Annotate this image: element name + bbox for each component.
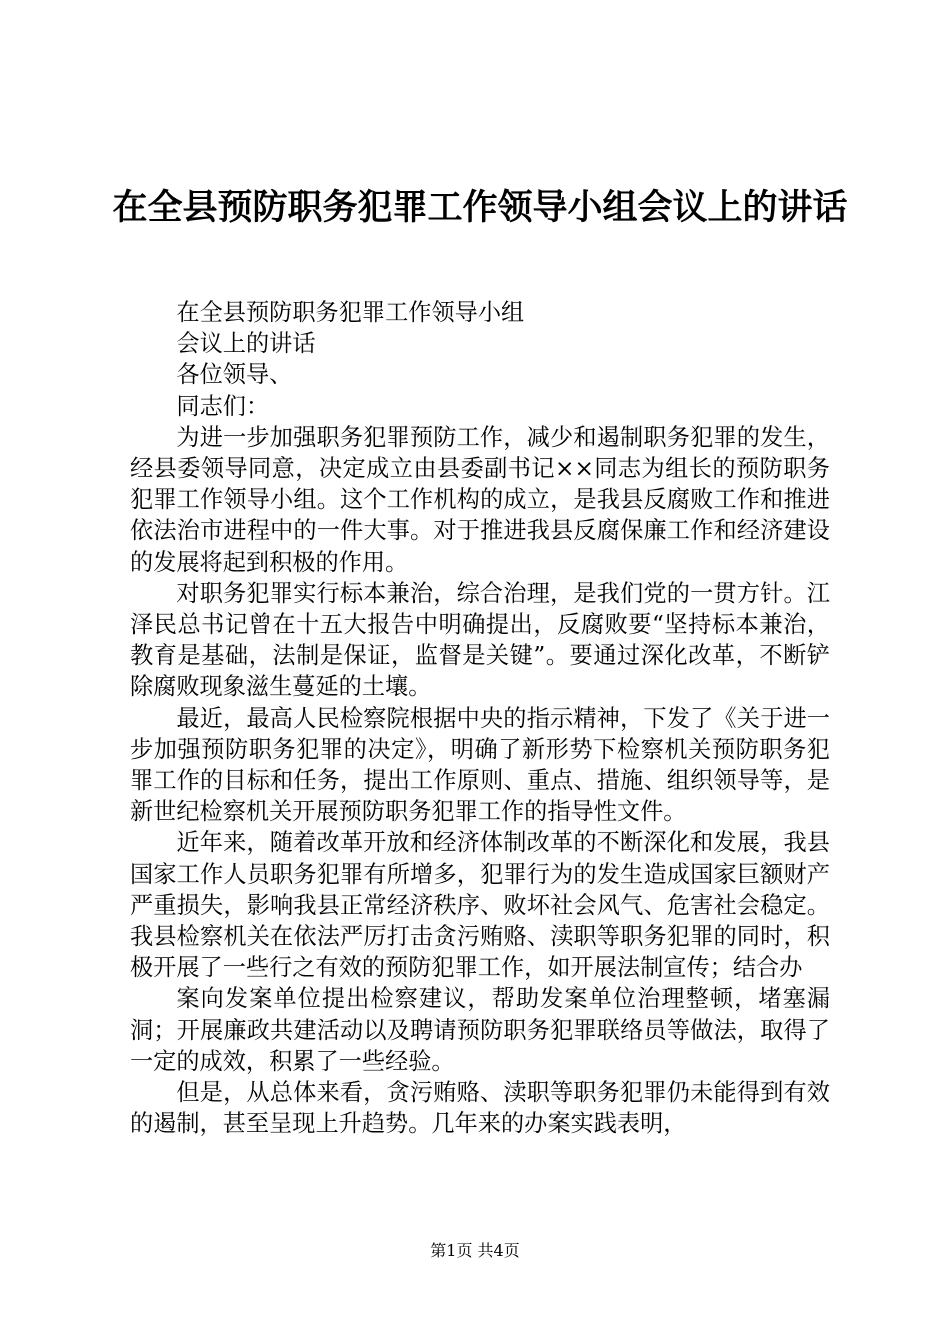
paragraph-salutation-1: 各位领导、 bbox=[176, 361, 293, 389]
paragraph-4: 近年来，随着改革开放和经济体制改革的不断深化和发展，我县国家工作人员职务犯罪有所增多，犯罪行为的发生造成国家巨额财产严重损失，影响我县正常经济秩序、败坏社会风气、危害社会稳定。我县检察机关在依法严厉打击贪污贿赂、渎职等职务犯罪的同时，积极开展了一些行之有效的预防犯罪工作，如开展法制宣传；结合办 bbox=[130, 829, 830, 982]
paragraph-1: 为进一步加强职务犯罪预防工作，减少和遏制职务犯罪的发生，经县委领导同意，决定成立由县委副书记××同志为组长的预防职务犯罪工作领导小组。这个工作机构的成立，是我县反腐败工作和推进依法治市进程中的一件大事。对于推进我县反腐保廉工作和经济建设的发展将起到积极的作用。 bbox=[130, 423, 830, 576]
document-title: 在全县预防职务犯罪工作领导小组会议上的讲话 bbox=[112, 187, 848, 228]
paragraph-2: 对职务犯罪实行标本兼治，综合治理，是我们党的一贯方针。江泽民总书记曾在十五大报告中明确提出，反腐败要“坚持标本兼治，教育是基础，法制是保证，监督是关键”。要通过深化改革，不断铲除腐败现象滋生蔓延的土壤。 bbox=[130, 579, 830, 701]
paragraph-salutation-2: 同志们： bbox=[176, 392, 270, 420]
page-footer: 第1页 共4页 bbox=[430, 1241, 520, 1260]
paragraph-3: 最近，最高人民检察院根据中央的指示精神，下发了《关于进一步加强预防职务犯罪的决定》，明确了新形势下检察机关预防职务犯罪工作的目标和任务，提出工作原则、重点、措施、组织领导等，是新世纪检察机关开展预防职务犯罪工作的指导性文件。 bbox=[130, 704, 830, 826]
paragraph-heading-line-2: 会议上的讲话 bbox=[176, 330, 316, 358]
paragraph-5: 案向发案单位提出检察建议，帮助发案单位治理整顿，堵塞漏洞；开展廉政共建活动以及聘请预防职务犯罪联络员等做法，取得了一定的成效，积累了一些经验。 bbox=[130, 985, 830, 1075]
paragraph-heading-line-1: 在全县预防职务犯罪工作领导小组 bbox=[176, 299, 525, 326]
paragraph-6: 但是，从总体来看，贪污贿赂、渎职等职务犯罪仍未能得到有效的遏制，甚至呈现上升趋势。几年来的办案实践表明， bbox=[130, 1079, 830, 1138]
document-body bbox=[130, 297, 830, 1139]
